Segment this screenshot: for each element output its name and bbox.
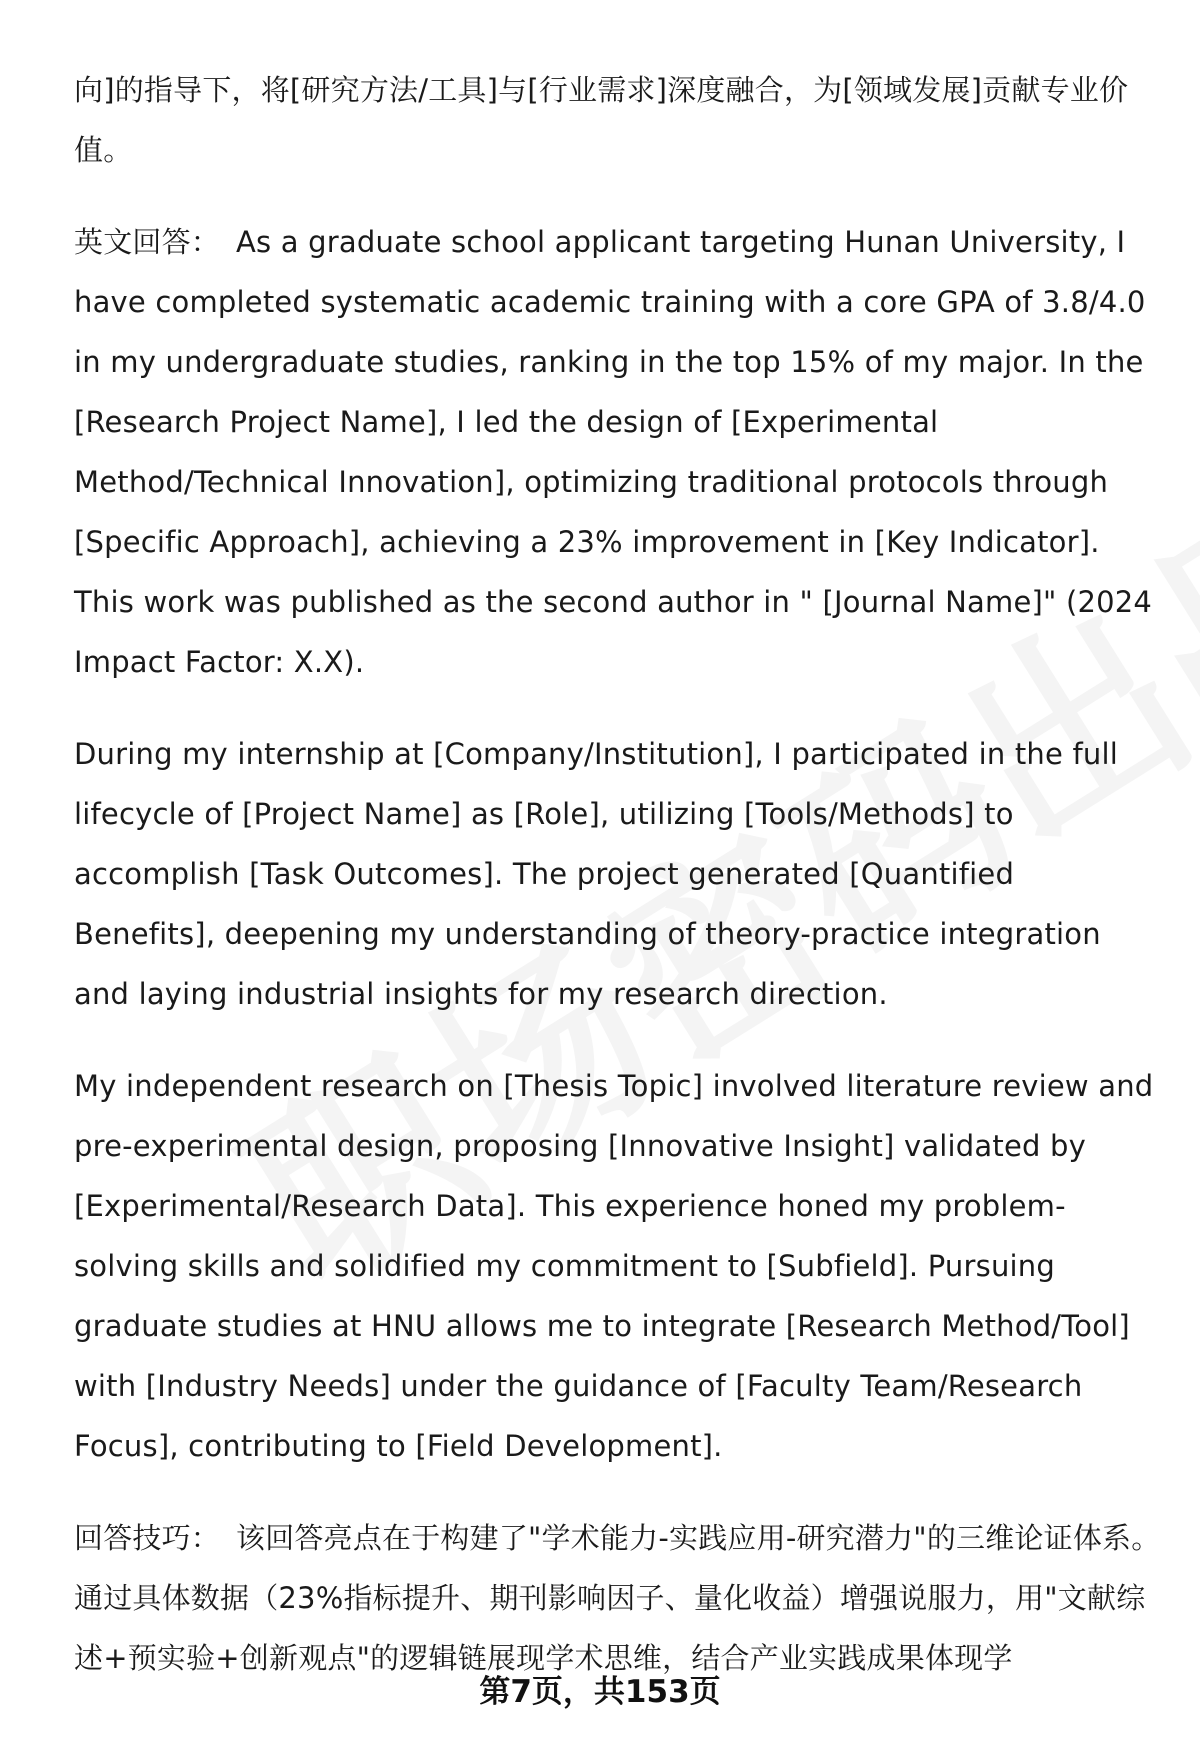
document-body [74,60,1164,1720]
answer-tips-label: 回答技巧： [74,1521,221,1555]
paragraph-internship: During my internship at [Company/Institution], I participated in the full lifecycle of [Project Name] as [Role], utilizing [Tools/Methods] to accomplish [Task Outcomes]. The project generated [Quantified Benefits], deepening my understanding of theory-practice integration and laying industrial insights for my research direction. [74,737,1118,1011]
english-answer-label: 英文回答： [74,225,221,259]
answer-tips-text: 该回答亮点在于构建了"学术能力-实践应用-研究潜力"的三维论证体系。通过具体数据（23%指标提升、期刊影响因子、量化收益）增强说服力，用"文献综述+预实验+创新观点"的逻辑链展现学术思维，结合产业实践成果体现学 [74,1521,1161,1675]
english-answer-text: As a graduate school applicant targeting Hunan University, I have completed systematic academic training with a core GPA of 3.8/4.0 in my undergraduate studies, ranking in the top 15% of my major. In the [Research Project Name], I led the design of [Experimental Method/Technical Innovation], optimizing traditional protocols through [Specific Approach], achieving a 23% improvement in [Key Indicator]. This work was published as the second author in " [Journal Name]" (2024 Impact Factor: X.X). [74,225,1153,679]
paragraph-continuation: 向]的指导下，将[研究方法/工具]与[行业需求]深度融合，为[领域发展]贡献专业价值。 [74,73,1129,167]
paragraph-english-answer [74,212,1164,692]
paragraph-answer-tips [74,1508,1164,1688]
page-number-footer: 第7页，共153页 [479,1674,721,1710]
paragraph-independent-research: My independent research on [Thesis Topic] involved literature review and pre-experimental design, proposing [Innovative Insight] validated by [Experimental/Research Data]. This experience honed my problem-solving skills and solidified my commitment to [Subfield]. Pursuing graduate studies at HNU allows me to integrate [Research Method/Tool] with [Industry Needs] under the guidance of [Faculty Team/Research Focus], contributing to [Field Development]. [74,1069,1154,1463]
